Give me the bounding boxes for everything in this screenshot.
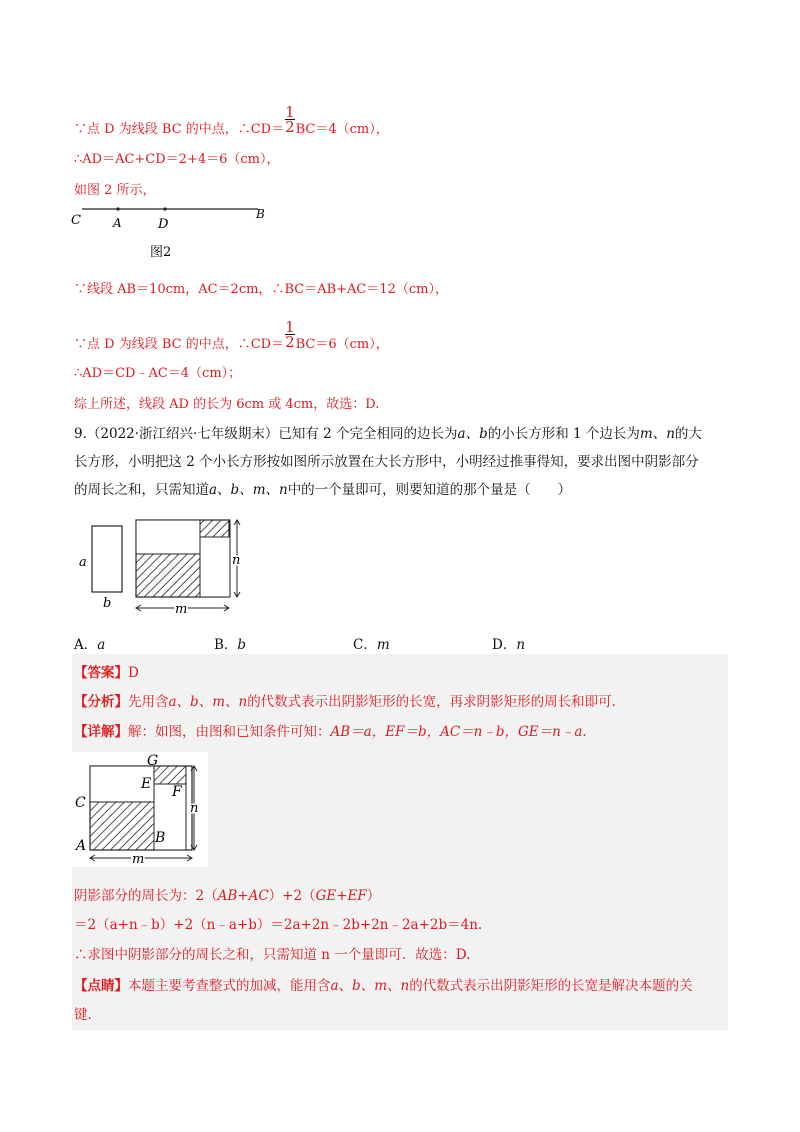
analysis-tag: 【分析】 <box>74 694 128 710</box>
question-number: 9. <box>74 426 87 442</box>
analysis-line <box>74 692 616 712</box>
solution-line-5 <box>74 318 389 359</box>
var: m、n <box>639 426 675 442</box>
calculation-line: ＝2（a+n﹣b）+2（n﹣a+b）＝2a+2n﹣2b+2n﹣2a+2b＝4n. <box>74 917 483 933</box>
var: a、b <box>457 426 488 442</box>
option-value: m <box>376 637 390 653</box>
fraction-numerator: 1 <box>285 318 295 336</box>
figure-2 <box>70 200 270 262</box>
var: a、b、m、n <box>168 694 248 710</box>
text: ∵点 D 为线段 BC 的中点，∴CD＝ <box>74 122 285 137</box>
label-b: b <box>103 596 112 611</box>
question-line-1 <box>74 420 734 448</box>
fraction-denominator: 2 <box>285 333 295 351</box>
comment-line-2: 键. <box>74 1007 92 1023</box>
shaded-rect-1 <box>90 802 154 850</box>
option-a[interactable] <box>74 633 105 653</box>
solution-line-1 <box>74 103 389 144</box>
option-b[interactable] <box>214 633 246 653</box>
label-b: B <box>256 207 265 221</box>
text: 的代数式表示出阴影矩形的长宽，再求阴影矩形的周长和即可. <box>247 694 616 710</box>
question-line-3 <box>74 476 734 504</box>
label-a: A <box>76 838 87 854</box>
solution-line-4: ∵线段 AB＝10cm，AC＝2cm，∴BC＝AB+AC＝12（cm）， <box>74 282 448 297</box>
question-figure <box>72 516 252 616</box>
option-letter: C． <box>353 637 377 653</box>
label-c: C <box>75 795 86 811</box>
point-d <box>163 207 166 210</box>
detail-tag: 【详解】 <box>74 724 128 740</box>
shaded-rect-2 <box>154 766 186 784</box>
shaded-rect-1 <box>136 554 200 597</box>
label-g: G <box>147 753 159 769</box>
text: 解：如图，由图和已知条件可知： <box>128 724 331 740</box>
option-c[interactable] <box>353 633 390 653</box>
answer-value: D <box>128 665 139 681</box>
solution-figure <box>72 752 208 867</box>
option-letter: D． <box>492 637 517 653</box>
detail-line <box>74 722 587 742</box>
fraction-denominator: 2 <box>285 118 295 136</box>
answer-tag: 【答案】 <box>74 665 128 681</box>
point-a <box>116 207 119 210</box>
text: 的代数式表示出阴影矩形的长宽是解决本题的关 <box>409 978 693 994</box>
figure-caption: 图2 <box>150 245 172 260</box>
option-letter: B． <box>214 637 238 653</box>
label-d: D <box>158 217 169 232</box>
option-d[interactable] <box>492 633 525 653</box>
text: 已知有 2 个完全相同的边长为 <box>278 426 458 442</box>
var: GE+EF <box>315 888 367 904</box>
fraction-numerator: 1 <box>285 103 295 121</box>
text: 本题主要考查整式的加减，能用含 <box>128 978 331 994</box>
label-b: B <box>155 830 166 846</box>
equation: AB＝a，EF＝b，AC＝n﹣b，GE＝n﹣a. <box>330 724 587 740</box>
label-n: n <box>232 553 241 568</box>
text: ） <box>366 888 381 904</box>
small-rectangle <box>92 526 122 592</box>
text: 阴影部分的周长为：2（ <box>74 888 218 904</box>
shaded-rect-2 <box>200 520 230 537</box>
text: BC＝6（cm）， <box>295 337 389 352</box>
text: 中的一个量即可，则要知道的那个量是（ ） <box>287 482 572 498</box>
label-m: m <box>175 602 188 616</box>
label-n: n <box>190 801 199 816</box>
fraction <box>285 320 295 349</box>
label-a: A <box>113 216 122 230</box>
text: BC＝4（cm）， <box>295 122 389 137</box>
label-f: F <box>172 784 182 800</box>
question-line-2: 长方形，小明把这 2 个小长方形按如图所示放置在大长方形中，小明经过推事得知，要求出图中阴影部分 <box>74 454 699 470</box>
small-rect-horizontal <box>136 520 200 554</box>
answer-line <box>74 663 139 683</box>
fraction <box>285 105 295 134</box>
var: a、b、m、n <box>330 978 410 994</box>
text: 的周长之和，只需知道 <box>74 482 209 498</box>
solution-line-7: 综上所述，线段 AD 的长为 6cm 或 4cm，故选：D. <box>74 397 380 412</box>
label-c: C <box>71 213 81 228</box>
solution-line-3: 如图 2 所示， <box>74 183 156 198</box>
question-9 <box>74 420 734 504</box>
text: ）+2（ <box>268 888 316 904</box>
label-m: m <box>132 852 145 867</box>
comment-tag: 【点睛】 <box>74 978 128 994</box>
label-a: a <box>79 555 87 570</box>
var: a、b、m、n <box>209 482 288 498</box>
label-e: E <box>141 776 152 792</box>
text: ∵点 D 为线段 BC 的中点，∴CD＝ <box>74 337 285 352</box>
option-value: n <box>516 637 526 653</box>
var: AB+AC <box>217 888 269 904</box>
option-letter: A． <box>74 637 98 653</box>
option-value: a <box>97 637 106 653</box>
text: 的大 <box>674 426 702 442</box>
small-rect-vertical <box>200 537 230 597</box>
comment-line <box>74 976 693 996</box>
perimeter-line <box>74 886 380 906</box>
option-value: b <box>237 637 247 653</box>
question-source: （2022·浙江绍兴·七年级期末） <box>86 426 279 442</box>
conclusion-line: ∴求图中阴影部分的周长之和，只需知道 n 一个量即可．故选：D. <box>74 947 471 963</box>
solution-line-2: ∴AD＝AC+CD＝2+4＝6（cm）， <box>74 152 280 167</box>
text: 的小长方形和 1 个边长为 <box>487 426 640 442</box>
text: 先用含 <box>128 694 169 710</box>
solution-line-6: ∴AD＝CD﹣AC＝4（cm）； <box>74 366 242 381</box>
